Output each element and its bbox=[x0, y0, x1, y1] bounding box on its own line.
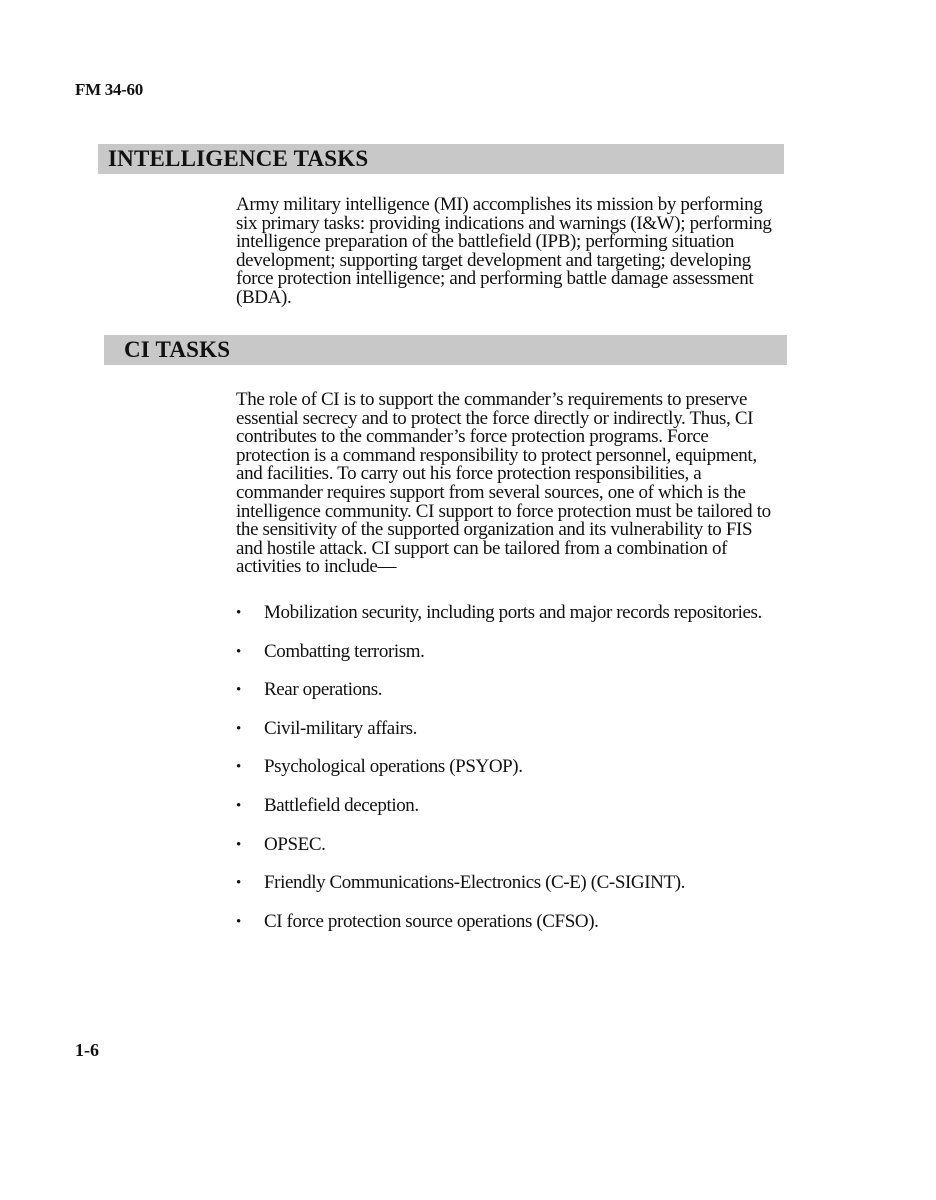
list-item bbox=[236, 640, 781, 679]
intelligence-tasks-paragraph: Army military intelligence (MI) accomplishes its mission by performing six primary tasks: providing indications and warnings (I&W); performing intelligence preparation of the battlefield (IPB); performing situation development; supporting target development and targeting; developing force protection intelligence; and performing battle damage assessment (BDA). bbox=[236, 194, 772, 308]
list-item bbox=[236, 871, 781, 910]
manual-id: FM 34-60 bbox=[75, 80, 143, 99]
list-item-text: Friendly Communications-Electronics (C-E) (C-SIGINT). bbox=[264, 872, 685, 894]
list-item-text: Psychological operations (PSYOP). bbox=[264, 756, 523, 778]
ci-activities-list bbox=[236, 601, 781, 948]
section-heading-intelligence-tasks bbox=[98, 144, 784, 174]
list-item bbox=[236, 833, 781, 872]
list-item-text: OPSEC. bbox=[264, 833, 326, 855]
section-title: INTELLIGENCE TASKS bbox=[108, 146, 369, 171]
list-item-text: Combatting terrorism. bbox=[264, 640, 425, 662]
section-title: CI TASKS bbox=[124, 337, 231, 362]
bullet-icon: • bbox=[236, 643, 241, 660]
bullet-icon: • bbox=[236, 720, 241, 737]
list-item-text: Civil-military affairs. bbox=[264, 717, 417, 739]
list-item bbox=[236, 678, 781, 717]
bullet-icon: • bbox=[236, 797, 241, 814]
list-item-text: Mobilization security, including ports and major records repositories. bbox=[264, 602, 762, 623]
list-item bbox=[236, 910, 781, 949]
bullet-icon: • bbox=[236, 875, 241, 892]
list-item bbox=[236, 755, 781, 794]
bullet-icon: • bbox=[236, 836, 241, 853]
list-item bbox=[236, 794, 781, 833]
ci-tasks-paragraph: The role of CI is to support the commander’s requirements to preserve essential secrecy and to protect the force directly or indirectly. Thus, CI contributes to the commander’s force protection programs. Force protection is a command responsibility to protect personnel, equipment, and facilities. To carry out his force protection responsibilities, a commander requires support from several sources, one of which is the intelligence community. CI support to force protection must be tailored to the sensitivity of the supported organization and its vulnerability to FIS and hostile attack. CI support can be tailored from a combination of activities to include— bbox=[236, 389, 771, 578]
list-item-text: CI force protection source operations (CFSO). bbox=[264, 910, 599, 932]
bullet-icon: • bbox=[236, 759, 241, 776]
list-item-text: Battlefield deception. bbox=[264, 794, 419, 816]
list-item bbox=[236, 601, 781, 640]
bullet-icon: • bbox=[236, 605, 241, 621]
bullet-icon: • bbox=[236, 913, 241, 930]
page-number: 1-6 bbox=[75, 1040, 99, 1060]
list-item-text: Rear operations. bbox=[264, 679, 383, 701]
section-heading-ci-tasks bbox=[104, 335, 787, 365]
bullet-icon: • bbox=[236, 682, 241, 699]
list-item bbox=[236, 717, 781, 756]
